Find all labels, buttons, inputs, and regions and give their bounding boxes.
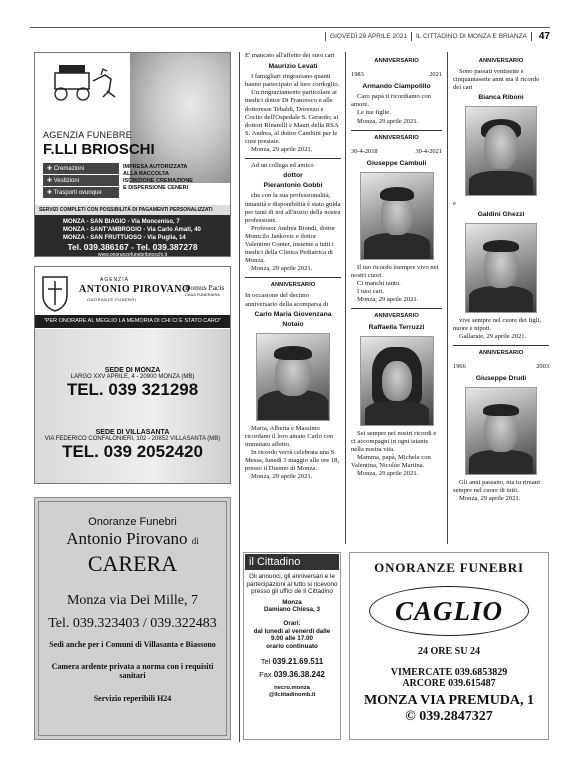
notice-date: Monza, 29 aprile 2021. bbox=[459, 495, 521, 503]
page-header bbox=[325, 31, 550, 42]
notice-text: Le tue figlie. bbox=[357, 109, 391, 117]
deceased-name: Armando Ciampolillo bbox=[362, 83, 431, 91]
portrait-photo bbox=[465, 223, 537, 313]
cittadino-text: Gli annunci, gli anniversari e le partecipazioni al lutto si ricevono presso gli uffici de Il Cittadino bbox=[246, 573, 338, 596]
notice-text: Ci manchi tanto. bbox=[357, 280, 401, 288]
ad-line: ONORANZE FUNEBRI bbox=[374, 560, 524, 575]
notice-text: Maria, Alberta e Massimo ricordano il loro amato Carlo con immutato affetto. bbox=[245, 424, 334, 448]
agency-name: ANTONIO PIROVANO bbox=[79, 284, 191, 295]
notice-date: Gallarate, 29 aprile 2021. bbox=[459, 332, 527, 340]
service-item: ✚ Trasporti ovunque bbox=[43, 187, 119, 198]
ad-line: CARERA bbox=[87, 551, 178, 576]
ad-line: Servizio reperibili H24 bbox=[93, 694, 172, 703]
ad-line: MONZA VIA PREMUDA, 1 bbox=[363, 693, 535, 708]
agency-phone: Tel. 039.386167 - Tel. 039.387278 bbox=[67, 242, 198, 252]
ad-line: Sedi anche per i Comuni di Villasanta e Biassono bbox=[49, 640, 216, 649]
ad-line: Tel. 039.323403 / 039.322483 bbox=[48, 616, 217, 631]
notice-intro: E' mancato all'affetto dei suoi cari bbox=[245, 52, 335, 59]
notice-text: Il tuo ricordo èsempre vivo nei nostri cuori. bbox=[351, 263, 439, 280]
deceased-name: Bianca Riboni bbox=[478, 94, 524, 102]
portrait-photo bbox=[465, 387, 537, 475]
address-block bbox=[35, 215, 230, 257]
crest-icon bbox=[39, 273, 71, 313]
agency-name: F.LLI BRIOSCHI bbox=[43, 141, 155, 158]
notice-text: Gli anni passano, ma tu rimani sempre nel cuore di tutti. bbox=[453, 479, 540, 495]
cittadino-street: Damiano Chiesa, 3 bbox=[264, 606, 320, 614]
ad-line: VIMERCATE 039.6853829 bbox=[390, 667, 508, 678]
notice-text: vive sempre nel cuore dei figli, nuore e nipoti. bbox=[453, 316, 542, 332]
ad-caglio bbox=[349, 552, 549, 740]
address-line: MONZA - SAN BIAGIO - Via Monceniso, 7 bbox=[63, 219, 180, 225]
column-2 bbox=[245, 52, 341, 481]
cittadino-hours: dal lunedì al venerdì dalle bbox=[253, 627, 331, 635]
deceased-name: Galdini Ghezzi bbox=[477, 210, 525, 218]
anniversary-label: ANNIVERSARIO bbox=[374, 58, 419, 64]
slogan-band: "PER ONORARE AL MEGLIO LA MEMORIA DI CHI CI È STATO CARO" bbox=[35, 315, 230, 328]
notice-date: Monza, 29 aprile 2021. bbox=[251, 146, 313, 154]
notice-text: Un ringraziamento particolare ai medici dottor Di Francesco e alle dottoresse Tebaldi, Dorenzo e Cocito dell'Ospedale S. Gerardo; ai dottori Rinarelli e Mauri della RSA S. Andrea, al dottor Cambini per le cure prestate. bbox=[245, 89, 339, 145]
header-divider bbox=[411, 32, 412, 41]
ad-brioschi bbox=[34, 52, 231, 257]
anniversary-dates: 30-4-2018 30-4-2021 bbox=[351, 147, 442, 155]
services-strip: SERVIZI COMPLETI CON POSSIBILITÀ DI PAGAMENTI PERSONALIZZATI bbox=[35, 205, 230, 215]
sede-monza: SEDE DI MONZA LARGO XXV APRILE, 4 - 20900 MONZA (MB) TEL. 039 321298 bbox=[66, 367, 199, 399]
portrait-photo bbox=[360, 336, 434, 426]
notice-date: Monza, 29 aprile 2021. bbox=[357, 296, 419, 304]
notice-date: Monza, 29 aprile 2021. bbox=[251, 473, 313, 481]
notice-text: che con la sua professionalità, umanità e disponibilità è stato guida per tanti di noi all'inizio della nostra professione. bbox=[245, 192, 341, 224]
notice-text: I famigliari ringraziano quanti hanno partecipato al loro cordoglio. bbox=[245, 73, 340, 89]
deceased-name: Giuseppe Cambuli bbox=[366, 159, 427, 167]
cittadino-hours: 9.00 alle 17.00 bbox=[270, 635, 313, 643]
notice-date: Monza, 29 aprile 2021. bbox=[251, 265, 313, 273]
column-divider bbox=[447, 52, 448, 544]
cittadino-email: necro.monza @ilcittadinomb.it bbox=[268, 685, 316, 699]
column-4 bbox=[453, 54, 549, 504]
service-item: ✚ Vestizioni bbox=[43, 175, 119, 186]
agency-website: www.onoranzefunebribrioschi.it bbox=[97, 252, 168, 257]
deceased-name: Carlo Maria Giovenzana bbox=[254, 310, 332, 318]
deceased-name: Raffaella Terruzzi bbox=[368, 323, 425, 331]
notice-divider bbox=[351, 308, 442, 309]
notice-conjunction: e bbox=[453, 200, 456, 208]
notice-text: Caro papà ti ricordiamo con amore. bbox=[351, 93, 431, 109]
anniversary-label: ANNIVERSARIO bbox=[374, 313, 419, 320]
notice-divider bbox=[245, 158, 341, 159]
agency-label: AGENZIA bbox=[100, 277, 129, 283]
caglio-logo: CAGLIO bbox=[369, 586, 529, 636]
ad-carera bbox=[34, 497, 231, 740]
column-divider bbox=[345, 52, 346, 544]
notice-text: Sono passati ventisette e cinquantasette anni ma il ricordo dei cari bbox=[453, 68, 540, 92]
deceased-title: dottor bbox=[283, 172, 303, 180]
anniversary-years: 1966 2003 bbox=[453, 363, 549, 371]
notice-intro: Ad un collega ed amico bbox=[251, 162, 314, 170]
header-divider bbox=[325, 32, 326, 41]
ad-line: Camera ardente privata a norma con i requisiti sanitari bbox=[51, 662, 214, 680]
ad-line: Monza via Dei Mille, 7 bbox=[66, 593, 199, 608]
notice-divider bbox=[453, 345, 549, 346]
agency-subtitle: ONORANZE FUNEBRI bbox=[87, 297, 137, 302]
notice-text: Sei sempre nei nostri ricordi e ci accompagni in ogni istante nella nostra vita. bbox=[351, 429, 437, 453]
cittadino-phone: Tel 039.21.69.511 bbox=[260, 657, 324, 667]
anniversary-label: ANNIVERSARIO bbox=[270, 282, 316, 289]
carriage-logo-icon bbox=[45, 61, 125, 103]
anniversary-years: 1983 2021 bbox=[351, 71, 442, 79]
service-item: ✚ Cremazioni bbox=[43, 163, 119, 174]
notice-text: In ricordo verrà celebrata una S. Messa, lunedì 3 maggio alle ore 18, presso il Duomo di Monza. bbox=[245, 449, 340, 473]
notice-text: Professor Andrea Biondi, dottor Momcilo Jankovic e dottor Valentino Conter, insieme a tutti i medici della Clinica Pediatrica di Monza. bbox=[245, 224, 336, 265]
notice-divider bbox=[351, 130, 442, 131]
anniversary-label: ANNIVERSARIO bbox=[478, 349, 524, 356]
deceased-title: Notaio bbox=[282, 320, 304, 328]
portrait-photo bbox=[256, 333, 330, 421]
cittadino-hours-label: Orari: bbox=[283, 619, 301, 627]
ad-line: Antonio Pirovano di bbox=[66, 529, 199, 548]
anniversary-label: ANNIVERSARIO bbox=[374, 134, 419, 141]
column-3 bbox=[351, 54, 442, 478]
portrait-photo bbox=[360, 172, 434, 260]
notice-divider bbox=[245, 277, 341, 278]
cittadino-info-box bbox=[243, 552, 341, 740]
ad-line: Onoranze Funebri bbox=[88, 516, 177, 528]
ad-line: ARCORE 039.615487 bbox=[402, 678, 496, 689]
agency-label: AGENZIA FUNEBRE bbox=[43, 130, 133, 140]
address-line: MONZA - SANT'AMBROGIO - Via Carlo Amati, 40 bbox=[63, 227, 201, 233]
ad-pirovano bbox=[34, 266, 231, 484]
header-paper: IL CITTADINO DI MONZA E BRIANZA bbox=[416, 33, 527, 40]
cittadino-hours: orario continuato bbox=[266, 642, 318, 650]
header-rule bbox=[30, 27, 550, 28]
anniversary-label: ANNIVERSARIO bbox=[478, 58, 524, 64]
service-list bbox=[43, 163, 119, 199]
notice-text: Mamma, papà, Michele con Valentina, Nicolòe Martina. bbox=[351, 453, 431, 469]
cittadino-fax: Fax 039.36.38.242 bbox=[259, 670, 325, 680]
notice-date: Monza, 29 aprile 2021. bbox=[357, 470, 419, 478]
deceased-name: Giuseppe Drudi bbox=[475, 375, 527, 383]
notice-date: Monza, 29 aprile 2021. bbox=[357, 117, 419, 125]
address-line: MONZA - SAN FRUTTUOSO - Via Puglia, 14 bbox=[63, 235, 186, 241]
deceased-name: Maurizio Levati bbox=[268, 63, 318, 71]
cittadino-city: Monza bbox=[282, 598, 302, 606]
header-date: GIOVEDÌ 29 APRILE 2021 bbox=[330, 33, 407, 40]
page-number: 47 bbox=[538, 31, 550, 42]
sede-villasanta: SEDE DI VILLASANTA VIA FEDERICO CONFALONIERI, 102 - 20852 VILLASANTA (MB) TEL. 039 2052420 bbox=[44, 429, 221, 461]
cittadino-logo: il Cittadino bbox=[245, 554, 339, 570]
portrait-photo bbox=[465, 106, 537, 196]
header-divider bbox=[531, 32, 532, 41]
deceased-name: Pierantonio Gobbi bbox=[263, 182, 323, 190]
agency-description: IMPRESA AUTORIZZATA ALLA RACCOLTA ISCRIZIONE CREMAZIONE E DISPERSIONE CENERI bbox=[123, 164, 193, 191]
ad-line: © 039.2847327 bbox=[405, 709, 493, 724]
notice-text: I tuoi cari. bbox=[357, 288, 385, 296]
ad-line: 24 ORE SU 24 bbox=[418, 646, 480, 657]
notice-intro: In occasione del decimo anniversario della scomparsa di bbox=[245, 292, 329, 308]
column-divider bbox=[239, 52, 240, 742]
domus-subtitle: CASA FUNERARIA bbox=[185, 292, 220, 297]
domus-name: Domus Pacis bbox=[185, 283, 225, 292]
